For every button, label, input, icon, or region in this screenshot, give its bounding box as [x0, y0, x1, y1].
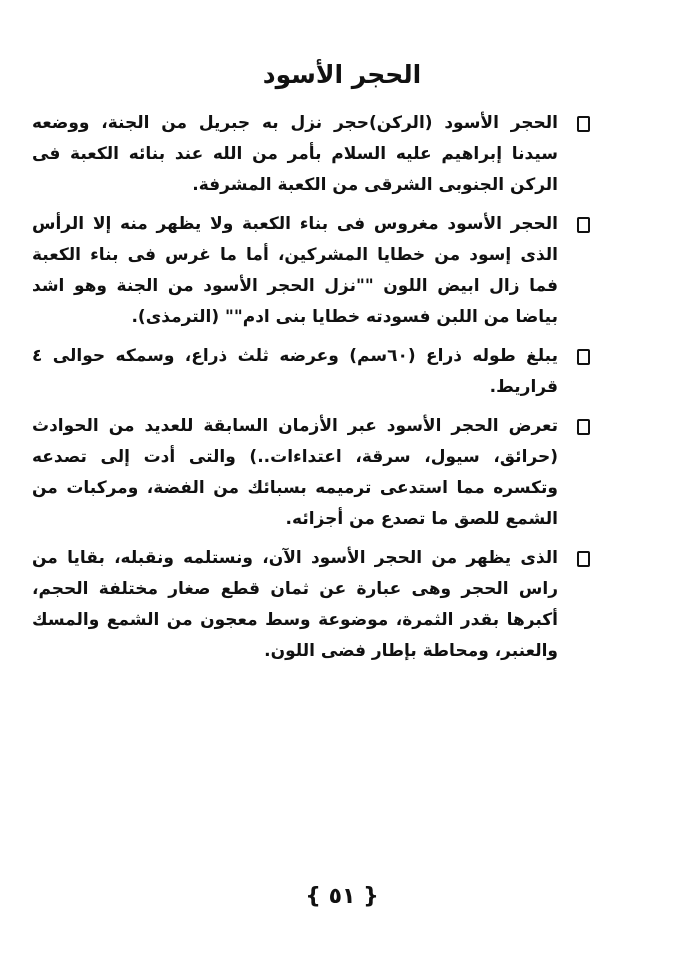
square-bullet-icon — [577, 551, 590, 567]
list-item — [32, 543, 592, 667]
list-item-text: الحجر الأسود مغروس فى بناء الكعبة ولا يظهر منه إلا الرأس الذى إسود من خطايا المشركين، أما ما غرس فى بناء الكعبة فما زال ابيض اللون ""نزل الحجر الأسود من الجنة وهو اشد بياضا من اللبن فسودته خطايا بنى ادم"" (الترمذى). — [32, 214, 558, 327]
list-item — [32, 108, 592, 201]
page-number: { ٥١ } — [305, 884, 379, 909]
square-bullet-icon — [577, 419, 590, 435]
square-bullet-icon — [577, 116, 590, 132]
square-bullet-icon — [577, 217, 590, 233]
page-title: الحجر الأسود — [262, 59, 422, 89]
list-item — [32, 209, 592, 333]
list-item — [32, 341, 592, 403]
list-item — [32, 411, 592, 535]
list-item-text: يبلغ طوله ذراع (٦٠سم) وعرضه ثلث ذراع، وسمكه حوالى ٤ قراريط. — [32, 346, 559, 397]
list-item-text: الحجر الأسود (الركن)حجر نزل به جبريل من الجنة، ووضعه سيدنا إبراهيم عليه السلام بأمر من الله عند بنائه الكعبة فى الركن الجنوبى الشرقى من الكعبة المشرفة. — [32, 113, 558, 195]
list-item-text: تعرض الحجر الأسود عبر الأزمان السابقة للعديد من الحوادث (حرائق، سيول، سرقة، اعتداءات..) والتى أدت إلى تصدعه وتكسره مما استدعى ترميمه بسبائك من الفضة، ومركبات من الشمع للصق ما تصدع من أجزائه. — [32, 416, 558, 529]
square-bullet-icon — [577, 349, 590, 365]
bullet-list — [32, 108, 592, 675]
list-item-text: الذى يظهر من الحجر الأسود الآن، ونستلمه ونقبله، بقايا من راس الحجر وهى عبارة عن ثمان قطع صغار مختلفة الحجم، أكبرها بقدر الثمرة، موضوعة وسط معجون من الشمع والمسك والعنبر، ومحاطة بإطار فضى اللون. — [32, 548, 558, 661]
